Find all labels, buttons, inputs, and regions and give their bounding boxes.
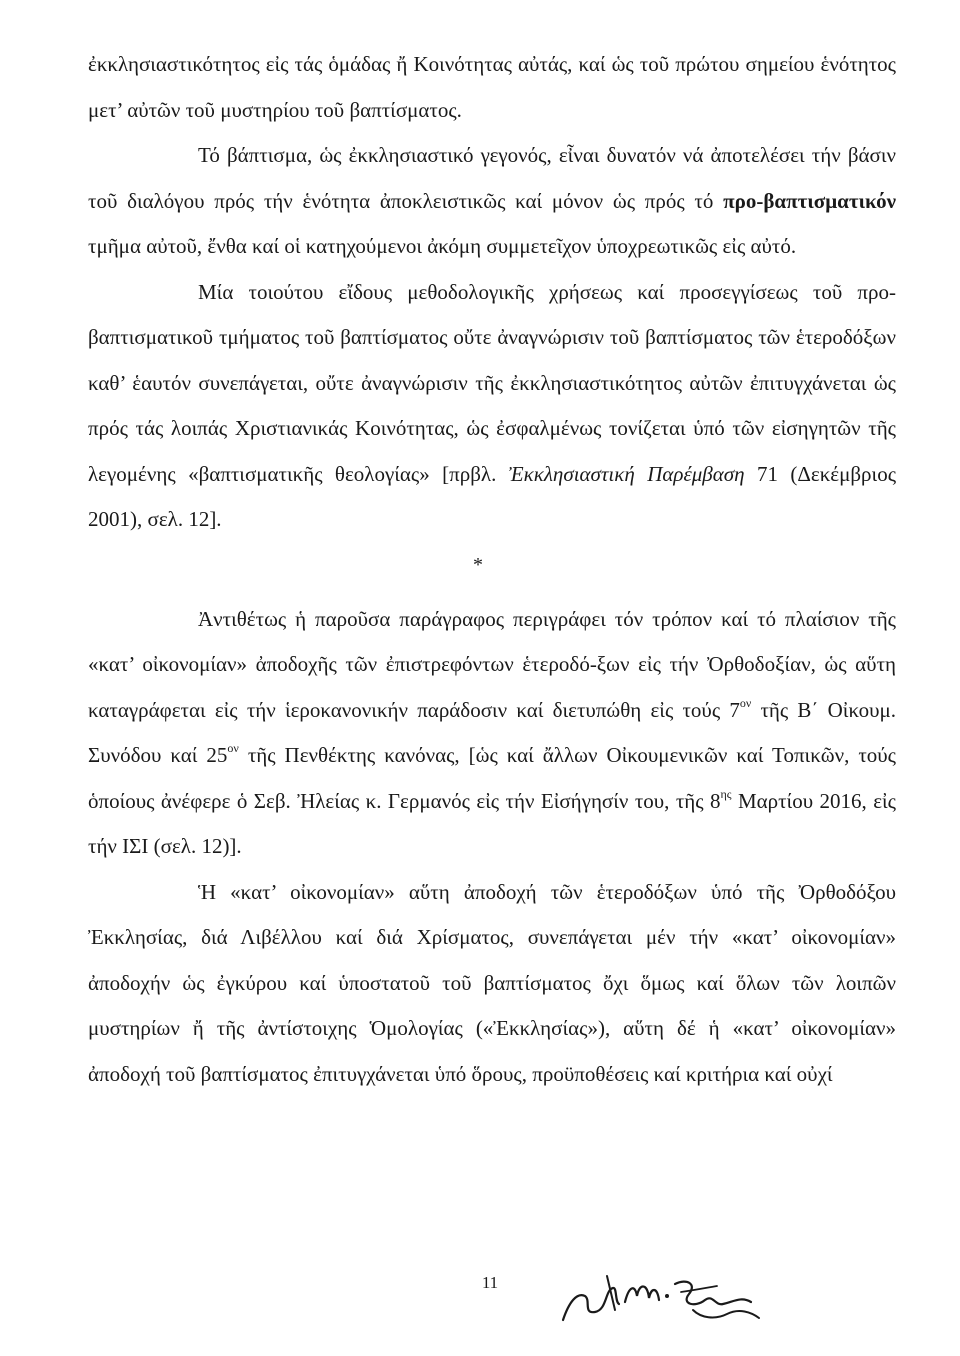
paragraph-4-text-a: Ἀντιθέτως ἡ παροῦσα παράγραφος περιγράφει τόν τρόπον καί τό πλαίσιον τῆς «κατ’ οἰκονομίαν» ἀποδοχῆς τῶν ἐπιστρεφόντων ἑτεροδό-ξων εἰς τήν Ὀρθοδοξίαν, ὡς αὕτη καταγράφεται εἰς τήν ἱεροκανονικήν παράδοσιν καί διετυπώθη εἰς τούς 7	[88, 606, 896, 722]
paragraph-4-text-c: τῆς Πενθέκτης κανόνας, [ὡς καί ἄλλων Οἰκουμενικῶν καί Τοπικῶν, τούς ὁποίους ἀνέφερε ὁ Σεβ. Ἠλείας κ. Γερμανός εἰς τήν Εἰσήγησίν του, τῆς 8	[88, 743, 896, 813]
section-separator: *	[473, 553, 483, 576]
paragraph-4	[88, 597, 896, 870]
paragraph-4-text-d: Μαρτίου 2016, εἰς τήν ΙΣΙ (σελ. 12)].	[88, 788, 896, 858]
ordinal-superscript-1: ον	[739, 695, 752, 710]
document-page	[88, 42, 896, 1097]
page-number: 11	[481, 1273, 499, 1292]
paragraph-3-text-b: 71 (Δεκέμβριος 2001), σελ. 12].	[88, 461, 897, 531]
ordinal-superscript-2: ον	[227, 741, 239, 755]
paragraph-2-bold-term: προ-βαπτισματικόν	[723, 188, 896, 213]
paragraph-5	[88, 870, 896, 1098]
paragraph-4-text-b: τῆς Β΄ Οἰκουμ. Συνόδου καί 25	[88, 697, 896, 767]
paragraph-2	[88, 133, 896, 270]
paragraph-5-text: Ἡ «κατ’ οἰκονομίαν» αὕτη ἀποδοχή τῶν ἑτεροδόξων ὑπό τῆς Ὀρθοδόξου Ἐκκλησίας, διά Λιβέλλου καί διά Χρίσματος, συνεπάγεται μέν τήν «κατ’ οἰκονομίαν» ἀποδοχήν ὡς ἐγκύρου καί ὑποστατοῦ τοῦ βαπτίσματος ὄχι ὅμως καί ὅλων τῶν λοιπῶν μυστηρίων ἤ τῆς ἀντίστοιχης Ὁμολογίας («Ἐκκλησίας»), αὕτη δέ ἡ «κατ’ οἰκονομίαν» ἀποδοχή τοῦ βαπτίσματος ἐπιτυγχάνεται ὑπό ὅρους, προϋποθέσεις καί κριτήρια καί οὐχί	[88, 879, 896, 1086]
paragraph-3-text-a: Μία τοιούτου εἴδους μεθοδολογικῆς χρήσεως καί προσεγγίσεως τοῦ προ-βαπτισματικοῦ τμήματος τοῦ βαπτίσματος οὔτε ἀναγνώρισιν τοῦ βαπτίσματος τῶν ἑτεροδόξων καθ’ ἑαυτόν συνεπάγεται, οὔτε ἀναγνώρισιν τῆς ἐκκλησιαστικότητος αὐτῶν ἐπιτυγχάνεται ὡς πρός τάς λοιπάς Χριστιανικάς Κοινότητας, ὡς ἐσφαλμένως τονίζεται ὑπό τῶν εἰσηγητῶν τῆς λεγομένης «βαπτισματικῆς θεολογίας» [πρβλ.	[88, 279, 896, 486]
paragraph-2-text-a: Τό βάπτισμα, ὡς ἐκκλησιαστικό γεγονός, εἶναι δυνατόν νά ἀποτελέσει τήν βάσιν τοῦ διαλόγου πρός τήν ἑνότητα ἀποκλειστικῶς καί μόνον ὡς πρός τό	[88, 143, 896, 213]
paragraph-3-italic-title: Ἐκκλησιαστική Παρέμβαση	[508, 461, 745, 486]
ordinal-superscript-3: ης	[720, 786, 732, 801]
paragraph-1	[88, 42, 896, 133]
handwritten-signature	[555, 1262, 795, 1332]
paragraph-1-text: ἐκκλησιαστικότητος εἰς τάς ὁμάδας ἤ Κοινότητας αὐτάς, καί ὡς τοῦ πρώτου σημείου ἑνότητος μετ’ αὐτῶν τοῦ μυστηρίου τοῦ βαπτίσματος.	[88, 52, 896, 122]
paragraph-2-text-b: τμῆμα αὐτοῦ, ἔνθα καί οἱ κατηχούμενοι ἀκόμη συμμετεῖχον ὑποχρεωτικῶς εἰς αὐτό.	[88, 234, 797, 258]
paragraph-3	[88, 270, 896, 543]
